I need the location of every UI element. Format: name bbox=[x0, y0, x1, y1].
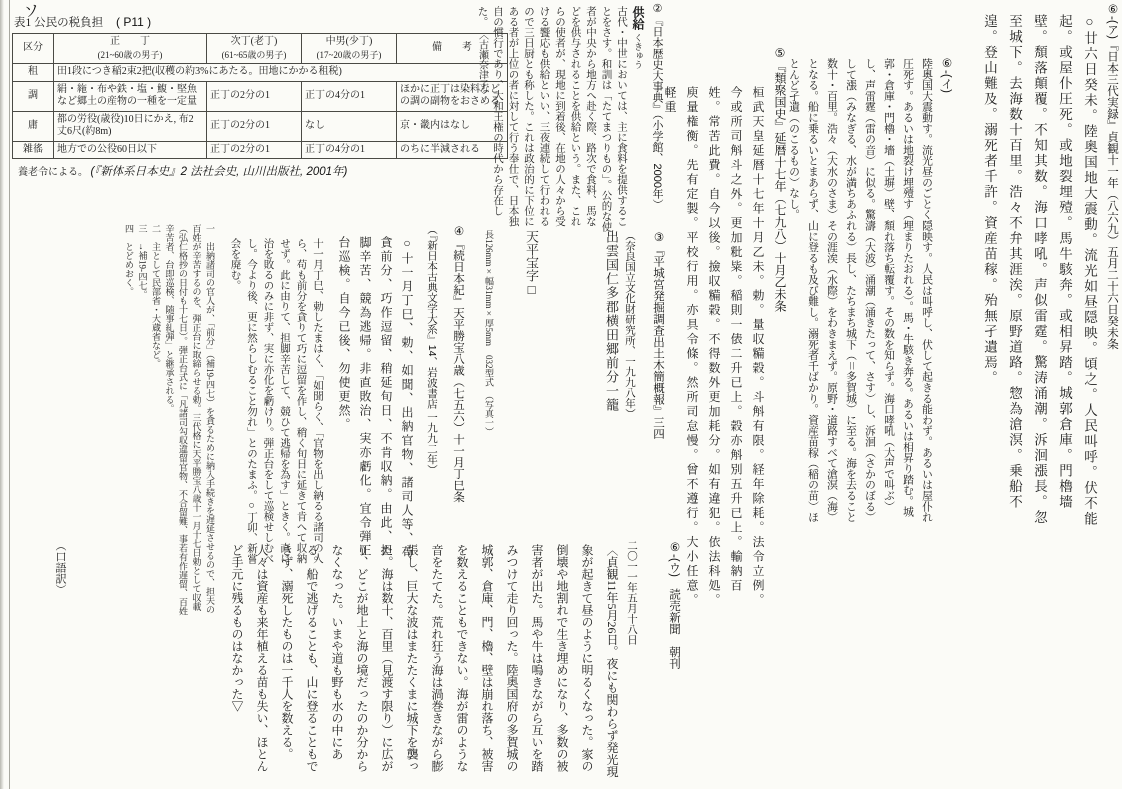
headword-reading: くきゅう bbox=[633, 33, 643, 69]
row-label-so: 租 bbox=[13, 64, 54, 82]
section-6c-source bbox=[664, 540, 684, 778]
section-3-number: ③ bbox=[652, 230, 664, 244]
col-header-biko: 備 考 bbox=[397, 34, 508, 64]
section-2-dictionary bbox=[446, 2, 666, 244]
row-zoyo-cell-1: 正丁の2分の1 bbox=[207, 141, 302, 159]
row-zoyo-cell-0: 地方での公役60日以下 bbox=[54, 141, 207, 159]
row-cho-cell-1: 正丁の2分の1 bbox=[207, 81, 302, 111]
col-header-jitei bbox=[207, 34, 302, 64]
mokkan-entry-1 bbox=[482, 230, 622, 532]
table-row-yo bbox=[13, 111, 508, 141]
section-4-kundoku: 十一月丁巳、勅したまはく、「如聞らく、「官物を出し納るる諸司の人ら、苟も前分を貪りて巧に逗留を作し、稍く旬日に延きて肯へて収納せず。此に由りて、担脚辛苦して、競ひて逃帰を為す」ときく。直に治を敗るのみに非ず、実に亦化を虧けり。弾正台をして巡検せしむべし。今より後、更に然らしむること勿れ」とのたまふ。○丁卯、新嘗会を廃む。 bbox=[229, 238, 323, 564]
section-6c-date: 二〇一一年五月十八日 bbox=[626, 540, 638, 645]
tax-burden-table bbox=[12, 33, 508, 159]
section-6a-source bbox=[1102, 2, 1122, 534]
dictionary-body-text: 古代・中世においては、主に食料を提供することをさす。和訓は「たてまつりもの」。公的な使者が中央から地方へ赴く際、路次で食料、馬などを供与されることを供給という。また、これらの使者が、現地に到着後、在地の人々から受ける饗応も供給といい、三夜連続して行われるので三日厨とも称した。これは政治的に下位にある者が上位の者に対して行う奉仕で、日本独自の慣行であり、大和王権の時代から存在した。 bbox=[476, 6, 627, 232]
mokkan-1-text: 出雲国仁多郡横田郷前分一籠 bbox=[604, 230, 619, 412]
section-4-source-title: 『続日本紀』天平勝宝八歳（七五六）十一月丁巳条 bbox=[452, 238, 464, 503]
scan-binding-line bbox=[9, 0, 10, 789]
section-6b-kundoku bbox=[784, 56, 956, 538]
table-caption-handwritten: (『新体系日本史』2 法社会史, 山川出版社, 2001年) bbox=[90, 166, 348, 178]
row-zoyo-cell-2: 正丁の4分の1 bbox=[302, 141, 397, 159]
section-4-source bbox=[448, 224, 468, 564]
col-header-seitei bbox=[54, 34, 207, 64]
section-5-ruijukokushi bbox=[650, 46, 790, 624]
col-header-kubun: 区分 bbox=[13, 34, 54, 64]
section-4-header bbox=[423, 224, 468, 564]
scan-edge-shadow bbox=[0, 0, 4, 789]
mokkan-1-dimensions: 長126mm×幅31mm×厚5mm 032型式 （写真一） bbox=[484, 230, 494, 437]
footnote-4: 四 とどめおく。 bbox=[124, 224, 134, 296]
table-title-row bbox=[14, 14, 456, 30]
footnote-2: 二 主として民部省・大蔵省など。 bbox=[151, 224, 161, 368]
table-caption bbox=[18, 163, 456, 179]
section-6a-source-title: 『日本三代実録』貞観十一年（八六九）五月二十六日癸未条 bbox=[1106, 39, 1118, 350]
row-label-cho: 調 bbox=[13, 81, 54, 111]
section-6a-sandaijitsuroku bbox=[954, 2, 1122, 542]
section-2-footnote bbox=[446, 2, 474, 227]
row-yo-cell-3: 京・畿内はなし bbox=[397, 111, 508, 141]
section-6a-kanbun: ○廿六日癸未。陸奥国地大震動。流光如昼隠映。頃之。人民叫呼。伏不能起。或屋仆圧死。或地裂埋殪。馬牛駭奔。或相昇踏。城郭倉庫。門櫓墻壁。頽落顛覆。不知其数。海口哮吼。声似雷霆。驚涛涌潮。泝洄漲長。忽至城下。去海数十百里。浩々不弁其涯涘。原野道路。惣為滄溟。乗船不遑。登山難及。溺死者千許。資産苗稼。殆無孑遺焉。 bbox=[982, 14, 1097, 527]
section-6b-kundoku-text: 陸奥国大震動す。流光昼のごとく隠映す。人民は叫呼し、伏して起きる能わず。あるいは屋仆れ圧死す。あるいは地裂け埋殪す（埋まりたおれる）。馬・牛駭き奔る。あるいは相昇り踏む。城郭・倉庫・門櫓・墻（土塀）壁、頽れ落ち転覆す。その数を知らず。海口哮吼（大声で叫ぶ）し、声雷霆（雷の音）に似る。驚濤（大波）涌潮（涌きたって、さす）し、泝洄（さかのぼる）して漲（みなぎる、水が満ちあふれる）長し、たちまち城下（＝多賀城）に至る。海を去ること数十・百里。浩々（大水のさま）その涯涘（水際）をわきまえず。原野・道路すべて滄溟（海）となる。船に乗るいとまあらず、山に登るも及び難し。溺死者千ばかり。資産苗稼（稲の苗）ほとんど孑遺（のこるもの）なし。 bbox=[788, 58, 933, 523]
row-cho-cell-2: 正丁の4分の1 bbox=[302, 81, 397, 111]
section-6c-body: 〈貞観11年5月26日。夜にも関わらず発光現象が起きて昼のように明るくなった。家の倒壊や地割れで生き埋めになり、多数の被害者が出た。馬や牛は鳴きながら互いを踏みつけて走り回った。陸奥国府の多賀城の城郭、倉庫、門、櫓、壁は崩れ落ち、被害を数えることもできない。海が雷のような音をたてた。荒れ狂う海は渦巻きながら膨張し、巨大な波はまたたくまに城下を襲った。海は数十、百里（見渡す限り）に広がり、どこが地上と海の境だったのか分からなくなった。いまや道も野も水の中にある。船で逃げることも、山に登ることもできず、溺死したものは一千人を数える。人々は資産も来年植える苗も失い、ほとんど手元に残るものはなかった▽ bbox=[230, 544, 619, 778]
table-caption-print: 養老令による。 bbox=[18, 167, 88, 178]
row-label-zoyo: 雑徭 bbox=[13, 141, 54, 159]
footnote-3: 三 →補19-四七。 bbox=[137, 224, 148, 299]
table-row-cho bbox=[13, 81, 508, 111]
section-6c-tail: （口語訳） bbox=[54, 540, 66, 595]
row-yo-cell-0: 都の労役(歳役)10日にかえ, 布2丈6尺(約8m) bbox=[54, 111, 207, 141]
section-5-source-title: 『類聚国史』延暦十七年（七九八）十月乙未条 bbox=[773, 60, 787, 312]
section-2-number: ② bbox=[651, 2, 663, 15]
table-row-zoyo bbox=[13, 141, 508, 159]
row-yo-cell-1: 正丁の2分の1 bbox=[207, 111, 302, 141]
col-header-chunan-sub: (17~20歳の男子) bbox=[316, 49, 382, 60]
section-6c-label: ⑥-(ウ) bbox=[668, 540, 680, 577]
col-header-chunan bbox=[302, 34, 397, 64]
headword-kyokyu: 供給 bbox=[631, 6, 645, 30]
col-header-jitei-sub: (61~65歳の男子) bbox=[221, 49, 287, 60]
handwritten-corner-mark: ソ bbox=[23, 2, 41, 21]
section-5-kanbun: 桓武天皇延暦十七年十月乙未。勅。量収糒穀。斗斛有限。経年除耗。法令立例。今或所司斛斗之外。更加粃粊。稲則一俵二升已上。穀亦斛別五升已上。輸納百姓。常苦此費。自今以後。撿収糒穀。不得数外更加耗分。如有違犯。依法科処。庾量権衡。先有定製。平校行用。亦具令條。然所司怠慢。曾不遵行。大小任意。軽重 bbox=[663, 86, 765, 608]
row-label-yo: 庸 bbox=[13, 111, 54, 141]
section-5-number: ⑤ bbox=[773, 46, 787, 60]
section-6c-yomiuri bbox=[50, 540, 684, 786]
section-2-entry bbox=[474, 6, 647, 236]
section-4-kanbun: ○十一月丁巳、勅、如聞、出納官物、諸司人等、苟貪前分、巧作逗留、稍延旬日、不肯収納。由此、担脚辛苦、競為逃帰。非直敗治、実亦虧化。宜令弾正台巡検。自今已後、勿使更然。 bbox=[337, 236, 414, 560]
section-4-number: ④ bbox=[452, 224, 464, 238]
section-6b-label: ⑥-(イ) bbox=[940, 56, 952, 93]
table-title: 公民の税負担 bbox=[34, 17, 104, 29]
row-cho-cell-0: 絹・絁・布や鉄・塩・鰒・堅魚など郷土の産物の一種を一定量 bbox=[54, 81, 207, 111]
row-yo-cell-2: なし bbox=[302, 111, 397, 141]
section-3-source-title: 『平城宮発掘調査出土木簡概報』三四 bbox=[652, 244, 664, 440]
section-4-source2: （『新日本古典文学大系』14、岩波書店 一九九二年） bbox=[426, 224, 438, 475]
col-header-chunan-label: 中男(少丁) bbox=[325, 36, 373, 47]
section-6a-label: ⑥-(ア) bbox=[1106, 2, 1118, 39]
col-header-jitei-label: 次丁(老丁) bbox=[230, 36, 278, 47]
table-header-row bbox=[13, 34, 508, 64]
table-label: 表1 bbox=[14, 17, 32, 29]
dictionary-body bbox=[474, 6, 629, 236]
table-row-so bbox=[13, 64, 508, 82]
section-2-source-title: 『日本歴史大事典』（小学館、2000年） bbox=[651, 15, 663, 210]
dictionary-headword bbox=[629, 6, 647, 236]
footnote-1: 一 出納諸司の官人が、「前分」（補19-四七）を貪るために納入手続きを遅延させるので、担夫の百姓が辛苦するのを、弾正台に取締らせる勅。三代格に天平勝宝八歳十一月十七日勅として収載（弘仁格抄の日付も十七日）。弾正台式に「凡諸司勾収違留官物、不合留難、事若有作遅留、百姓辛苦者、台即巡検、随事糺弾」と継承される。 bbox=[164, 224, 215, 616]
row-so-span-cell: 田1段につき稲2束2把(収穫の約3%にあたる。田地にかかる租税) bbox=[54, 64, 508, 82]
section-3-source2: （奈良国立文化財研究所、一九九八年） bbox=[624, 230, 636, 419]
dictionary-author: 〈古瀬奈津子〉 bbox=[476, 29, 488, 100]
row-zoyo-cell-3: のちに半減される bbox=[397, 141, 508, 159]
col-header-seitei-sub: (21~60歳の男子) bbox=[97, 49, 163, 60]
section-6c-source-title: 読売新聞 朝刊 bbox=[668, 588, 680, 669]
row-cho-cell-3: ほかに正丁は染料などの調の副物をおさめる bbox=[397, 81, 508, 111]
page-ref-handwritten: ( P11 ) bbox=[116, 15, 152, 29]
col-header-seitei-label: 正 丁 bbox=[110, 36, 150, 47]
mokkan-1-text2: 天平宝字□ bbox=[524, 230, 539, 297]
